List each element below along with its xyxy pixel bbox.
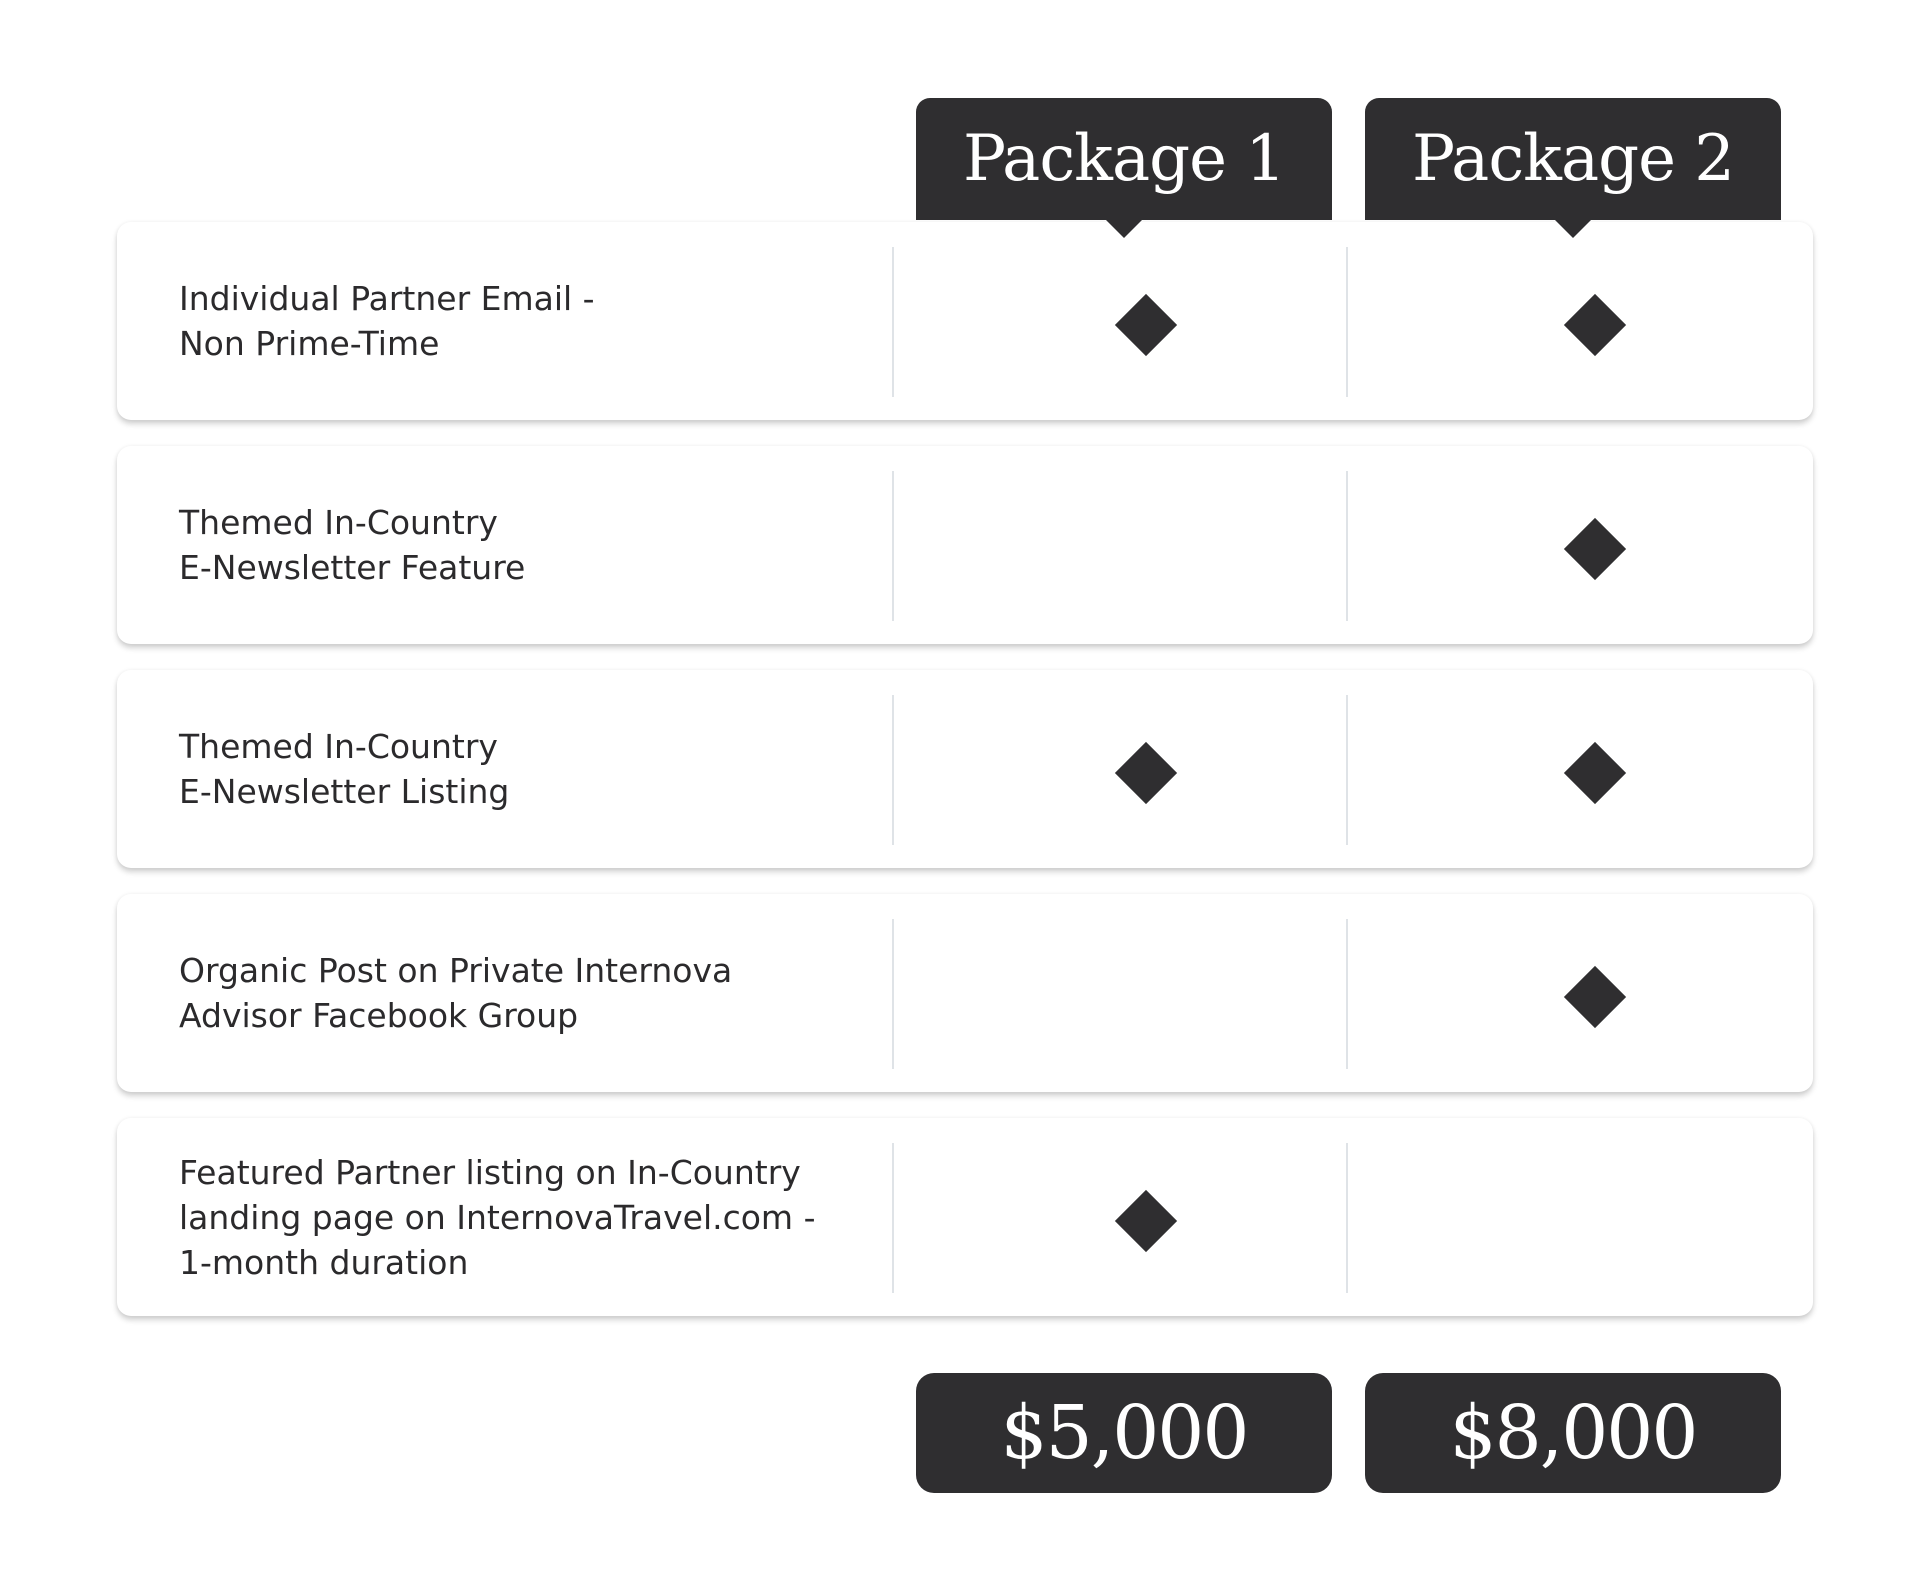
- package-1-header: [916, 98, 1332, 220]
- feature-label: Featured Partner listing on In-Country landing page on InternovaTravel.com - 1-month duration: [179, 1152, 816, 1282]
- feature-label: Individual Partner Email - Non Prime-Time: [179, 279, 595, 363]
- feature-label: Themed In-Country E-Newsletter Feature: [179, 503, 526, 587]
- feature-label: Organic Post on Private Internova Advisor Facebook Group: [179, 951, 733, 1035]
- diamond-icon: [1564, 294, 1626, 356]
- column-divider: [892, 471, 894, 621]
- feature-row: [117, 222, 1813, 420]
- package-2-title: Package 2: [1411, 122, 1735, 196]
- diamond-icon: [1564, 966, 1626, 1028]
- feature-row: [117, 1118, 1813, 1316]
- package-2-price-value: $8,000: [1449, 1390, 1697, 1476]
- diamond-icon: [1115, 1190, 1177, 1252]
- column-divider: [892, 919, 894, 1069]
- column-divider: [892, 1143, 894, 1293]
- package-2-price: [1365, 1373, 1781, 1493]
- package-1-price: [916, 1373, 1332, 1493]
- column-divider: [892, 247, 894, 397]
- column-divider: [1346, 247, 1348, 397]
- diamond-icon: [1564, 518, 1626, 580]
- package-2-header: [1365, 98, 1781, 220]
- diamond-icon: [1115, 294, 1177, 356]
- feature-row: [117, 894, 1813, 1092]
- column-divider: [1346, 471, 1348, 621]
- diamond-icon: [1564, 742, 1626, 804]
- diamond-icon: [1115, 742, 1177, 804]
- column-divider: [1346, 919, 1348, 1069]
- package-1-price-value: $5,000: [1000, 1390, 1248, 1476]
- feature-label: Themed In-Country E-Newsletter Listing: [179, 727, 510, 811]
- feature-row: [117, 446, 1813, 644]
- package-1-title: Package 1: [962, 122, 1286, 196]
- column-divider: [1346, 1143, 1348, 1293]
- column-divider: [892, 695, 894, 845]
- column-divider: [1346, 695, 1348, 845]
- feature-row: [117, 670, 1813, 868]
